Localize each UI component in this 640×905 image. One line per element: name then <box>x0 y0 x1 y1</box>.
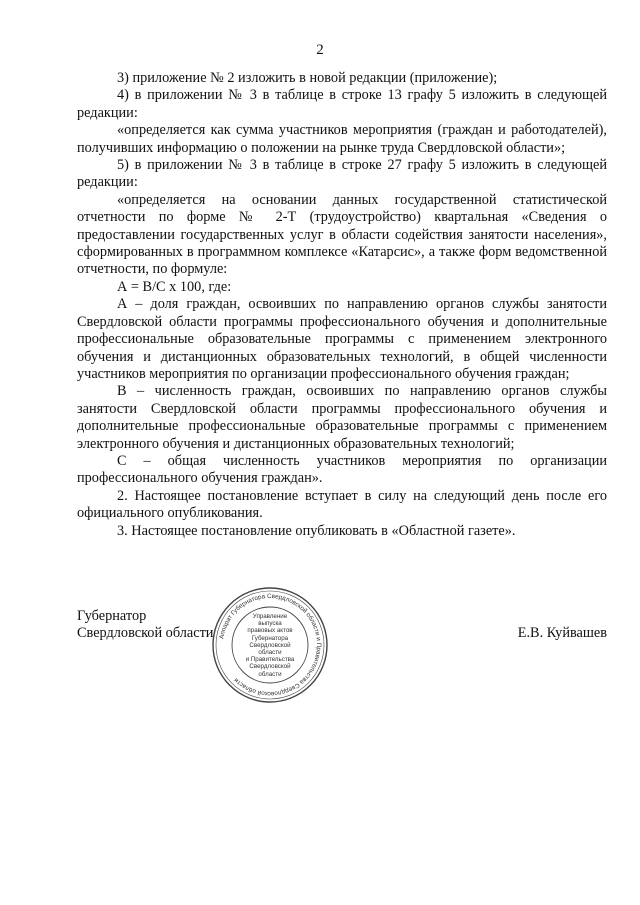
paragraph-item-4: 4) в приложении № 3 в таблице в строке 13 графу 5 изложить в следующей редакции: <box>77 87 607 121</box>
paragraph-quote-13: «определяется как сумма участников мероприятия (граждан и работодателей), получивших информацию о положении на рынке труда Свердловской области»; <box>77 122 607 156</box>
signatory-name: Е.В. Куйвашев <box>517 625 607 641</box>
official-stamp <box>210 585 330 705</box>
definition-b: В – численность граждан, освоивших по направлению органов службы занятости Свердловской области программы профессионального обучения и дополнительные профессиональные образовательные программы с применением электронного обучения и дистанционных образовательных технологий; <box>77 383 607 452</box>
definition-c: С – общая численность участников мероприятия по организации профессионального обучения граждан». <box>77 452 607 487</box>
stamp-ring-text: Аппарат Губернатора Свердловской области и Правительства Свердловской области <box>218 592 323 698</box>
definition-a: А – доля граждан, освоивших по направлению органов службы занятости Свердловской области программы профессионального обучения и дополнительные профессиональные образовательные программы с применением электронного обучения и дистанционных образовательных технологий, в общей численности участников мероприятия по организации профессионального обучения граждан; <box>77 296 607 382</box>
paragraph-quote-27: «определяется на основании данных государственной статистической отчетности по форме № 2-Т (трудоустройство) квартальная «Сведения о предоставлении государственных услуг в области содействия занятости населения», сформированных в программном комплексе «Катарсис», а также форм ведомственной отчетности, по формуле: <box>77 191 607 278</box>
clause-2: 2. Настоящее постановление вступает в силу на следующий день после его официального опубликования. <box>77 487 607 522</box>
document-body <box>77 70 607 540</box>
formula: А = В/С х 100, где: <box>117 278 232 295</box>
paragraph-item-5: 5) в приложении № 3 в таблице в строке 27 графу 5 изложить в следующей редакции: <box>77 157 607 191</box>
signatory-title-line2: Свердловской области <box>77 625 214 642</box>
stamp-center-text: Управление выпуска правовых актов Губернатора Свердловской области и Правительства Свердловской области <box>245 613 295 678</box>
clause-3: 3. Настоящее постановление опубликовать в «Областной газете». <box>117 522 516 539</box>
paragraph-item-3: 3) приложение № 2 изложить в новой редакции (приложение); <box>117 70 498 86</box>
page-number: 2 <box>316 42 324 58</box>
signatory-title <box>77 608 213 643</box>
signatory-title-line1: Губернатор <box>77 608 147 624</box>
